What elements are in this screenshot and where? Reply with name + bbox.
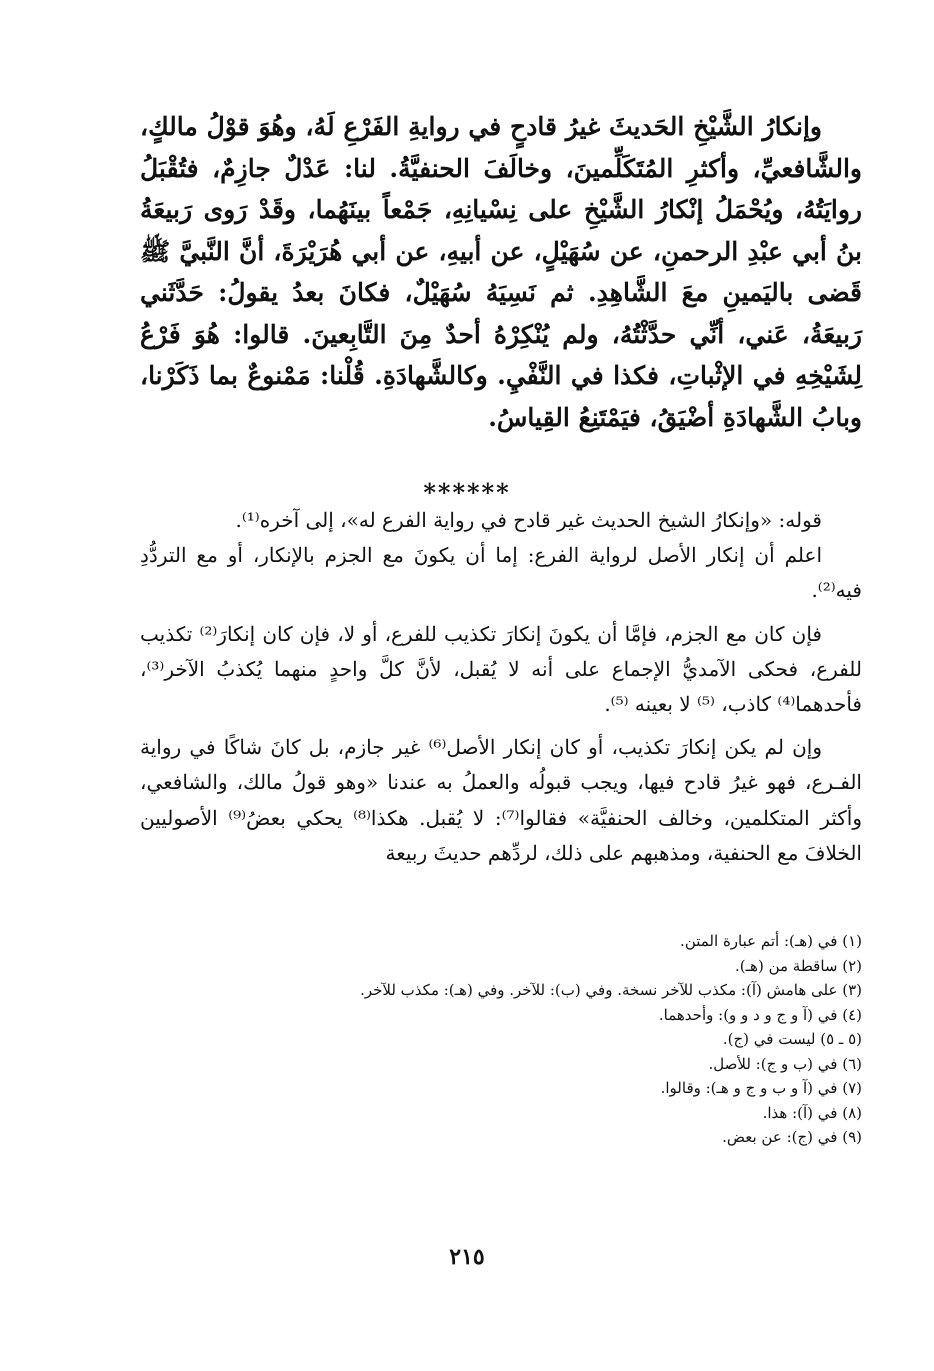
- matn-text-block: [140, 106, 862, 438]
- footnote-3: (٣) على هامش (آ): مكذب للآخر نسخة. وفي (ب): للآخر. وفي (هـ): مكذب للآخر.: [360, 981, 862, 999]
- matn-paragraph: وإنكارُ الشَّيْخِ الحَديثَ غيرُ قادحٍ في روايةِ الفَرْعِ لَهُ، وهُوَ قوْلُ مالكٍ، والشَّافعيِّ، وأكثرِ المُتَكَلِّمينَ، وخالَفَ الحنفيَّةُ. لنا: عَدْلٌ جازِمٌ، فتُقْبَلُ روايَتُهُ، ويُحْمَلُ إنْكارُ الشَّيْخِ على نِسْيانِهِ، جَمْعاً بينَهُما، وقَدْ رَوى رَبيعَةُ بنُ أبي عبْدِ الرحمنِ، عن سُهَيْلٍ، عن أبيهِ، عن أبي هُرَيْرَةَ، أنَّ النَّبيَّ ﷺ قَضى باليَمينِ معَ الشَّاهِدِ. ثم نَسِيَهُ سُهَيْلٌ، فكانَ بعدُ يقولُ: حَدَّثَني رَبيعَةُ، عَني، أنِّي حدَّثْتُهُ، ولم يُنْكِرْهُ أحدٌ مِنَ التَّابِعينَ. قالوا: هُوَ فَرْعُ لِشَيْخِهِ في الإثْباتِ، فكذا في النَّفْيِ. وكالشَّهادَةِ. قُلْنا: مَمْنوعٌ بما ذَكَرْنا، وبابُ الشَّهادَةِ أضْيَقُ، فيَمْتَنِعُ القِياسُ.: [140, 112, 862, 432]
- commentary-text-block: [140, 503, 862, 871]
- footnote-6: (٦) في (ب و ج): للأصل.: [708, 1054, 862, 1073]
- page-number: ٢١٥: [449, 1244, 485, 1270]
- commentary-paragraph-4: وإن لم يكن إنكارَ تكذيب، أو كان إنكار الأصل⁽⁶⁾ غير جازم، بل كانَ شاكًا في رواية الفـرع، فهو غيرُ قادح فيها، ويجب قبولُه والعملُ به عندنا «وهو قولُ مالك، والشافعي، وأكثر المتكلمين، وخالف الحنفيَّة» فقالوا⁽⁷⁾: لا يُقبل. هكذا⁽⁸⁾ يحكي بعضُ⁽⁹⁾ الأصوليين الخلافَ مع الحنفية، ومذهبهم على ذلك، لردِّهم حديثَ ربيعة: [140, 735, 862, 865]
- footnotes-block: [260, 929, 862, 1150]
- footnote-2: (٢) ساقطة من (هـ).: [735, 956, 862, 975]
- footnote-9: (٩) في (ج): عن بعض.: [722, 1128, 862, 1146]
- footnote-4: (٤) في (آ و ج و د و و): وأحدهما.: [658, 1005, 862, 1024]
- section-divider-asterisks: ******: [423, 478, 511, 507]
- footnote-8: (٨) في (آ): هذا.: [762, 1103, 862, 1122]
- commentary-paragraph-1: قوله: «وإنكارُ الشيخ الحديث غير قادح في رواية الفرع له»، إلى آخره⁽¹⁾.: [235, 508, 822, 532]
- footnote-5: (٥ ـ ٥) ليست في (ج).: [722, 1030, 862, 1048]
- commentary-paragraph-2: اعلم أن إنكار الأصل لرواية الفرع: إما أن يكونَ مع الجزم بالإنكار، أو مع التردُّدِ فيه⁽²⁾.: [140, 543, 862, 603]
- footnote-7: (٧) في (آ و ب و ج و هـ): وقالوا.: [660, 1079, 862, 1097]
- footnote-1: (١) في (هـ): أتم عبارة المتن.: [680, 932, 862, 950]
- commentary-paragraph-3: فإن كان مع الجزم، فإمَّا أن يكونَ إنكارَ تكذيب للفرع، أو لا، فإن كان إنكارَ⁽²⁾ تكذيب للفرع، فحكى الآمديُّ الإجماع على أنه لا يُقبل، لأنَّ كلَّ واحدٍ منهما يُكذبُ الآخر⁽³⁾، فأحدهما⁽⁴⁾ كاذب، ⁽⁵⁾ لا بعينه ⁽⁵⁾.: [140, 621, 862, 717]
